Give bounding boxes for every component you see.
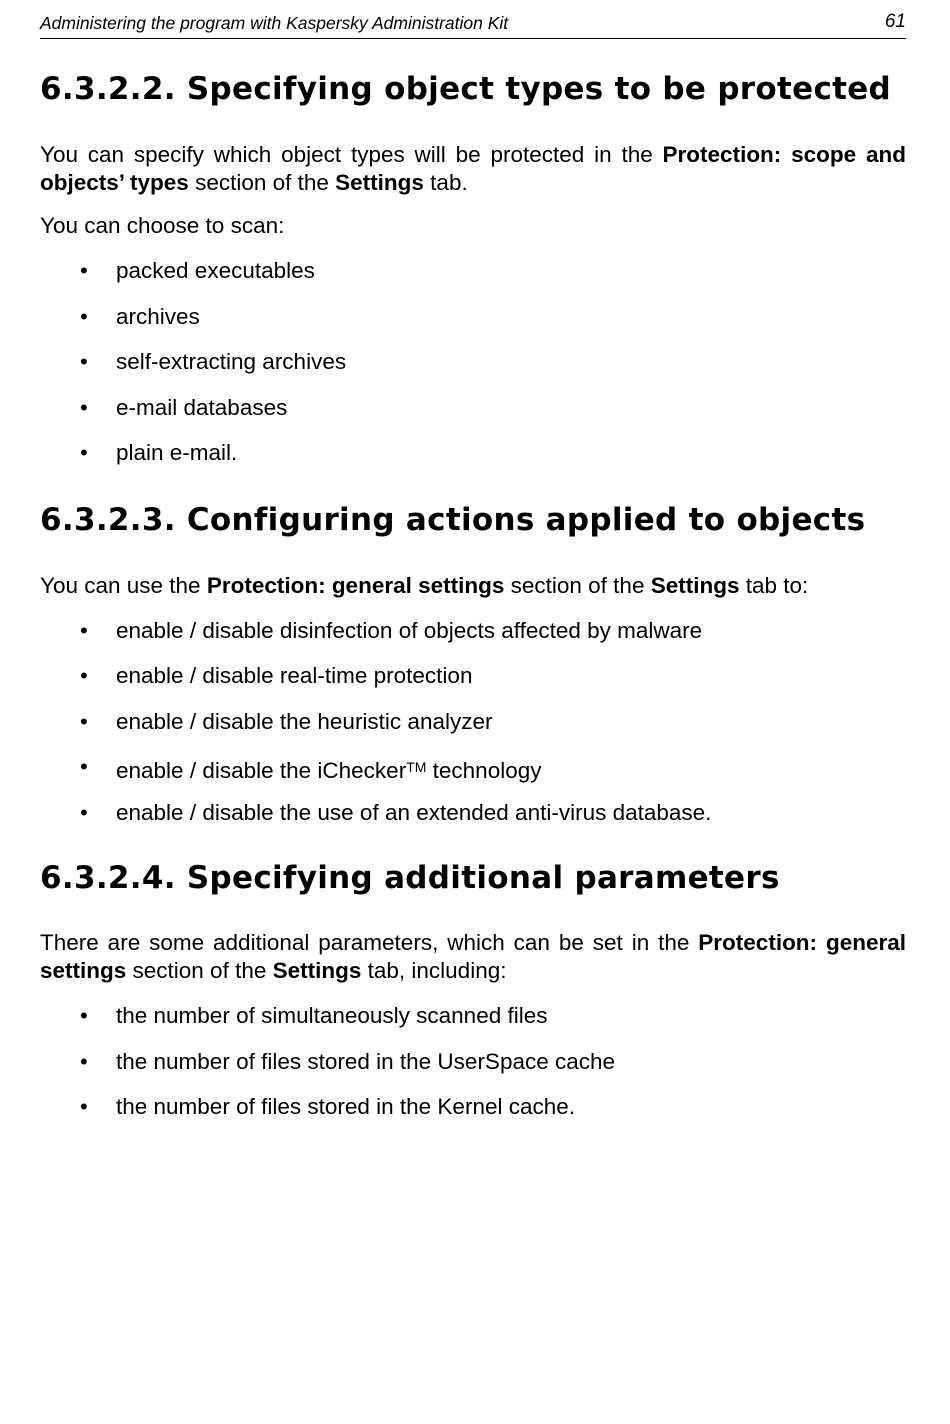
list-item: • self-extracting archives	[80, 349, 347, 374]
section2-list	[40, 617, 906, 845]
section-heading-6-3-2-4: 6.3.2.4. Specifying additional parameters	[40, 860, 780, 896]
bullet-icon: •	[80, 440, 88, 465]
section1-paragraph: You can specify which object types will be protected in the Protection: scope and objects’ types section of the Settings tab.	[40, 142, 906, 195]
list-item: • enable / disable the iChecker™ technology	[80, 754, 542, 783]
list-item: • enable / disable disinfection of objects affected by malware	[80, 617, 703, 643]
bullet-icon: •	[80, 663, 88, 688]
bullet-icon: •	[80, 1048, 88, 1074]
bullet-icon: •	[80, 303, 88, 329]
bullet-icon: •	[80, 617, 88, 643]
bullet-icon: •	[80, 799, 88, 825]
section2-paragraph: You can use the Protection: general settings section of the Settings tab to:	[40, 572, 809, 598]
document-page	[40, 0, 906, 1139]
list-item: • the number of simultaneously scanned files	[80, 1003, 548, 1028]
trademark-symbol: TM	[406, 759, 427, 775]
running-title: Administering the program with Kaspersky Administration Kit	[40, 13, 509, 33]
section-heading-6-3-2-3: 6.3.2.3. Configuring actions applied to objects	[40, 501, 866, 538]
section1-list	[40, 257, 906, 485]
list-item: • e-mail databases	[80, 394, 288, 420]
list-item: • enable / disable the use of an extended anti-virus database.	[80, 799, 712, 825]
list-item: • archives	[80, 303, 200, 329]
list-item: • enable / disable real-time protection	[80, 663, 473, 688]
section3-list	[40, 1002, 906, 1139]
section-heading-6-3-2-2: 6.3.2.2. Specifying object types to be protected	[40, 71, 892, 107]
list-item: • plain e-mail.	[80, 440, 238, 465]
list-item: • the number of files stored in the Kernel cache.	[80, 1094, 576, 1119]
bullet-icon: •	[80, 258, 88, 283]
bullet-icon: •	[80, 1003, 88, 1028]
list-item: • the number of files stored in the UserSpace cache	[80, 1048, 616, 1074]
section3-paragraph: There are some additional parameters, which can be set in the Protection: general settings section of the Settings tab, including:	[40, 930, 906, 983]
bullet-icon: •	[80, 1094, 88, 1119]
running-header	[40, 10, 906, 39]
page-number: 61	[884, 11, 906, 32]
bullet-icon: •	[80, 754, 88, 779]
list-item: • enable / disable the heuristic analyzer	[80, 708, 493, 734]
list-item: • packed executables	[80, 258, 315, 283]
bullet-icon: •	[80, 708, 88, 734]
section1-intro: You can choose to scan:	[40, 213, 285, 238]
bullet-icon: •	[80, 349, 88, 374]
bullet-icon: •	[80, 394, 88, 420]
